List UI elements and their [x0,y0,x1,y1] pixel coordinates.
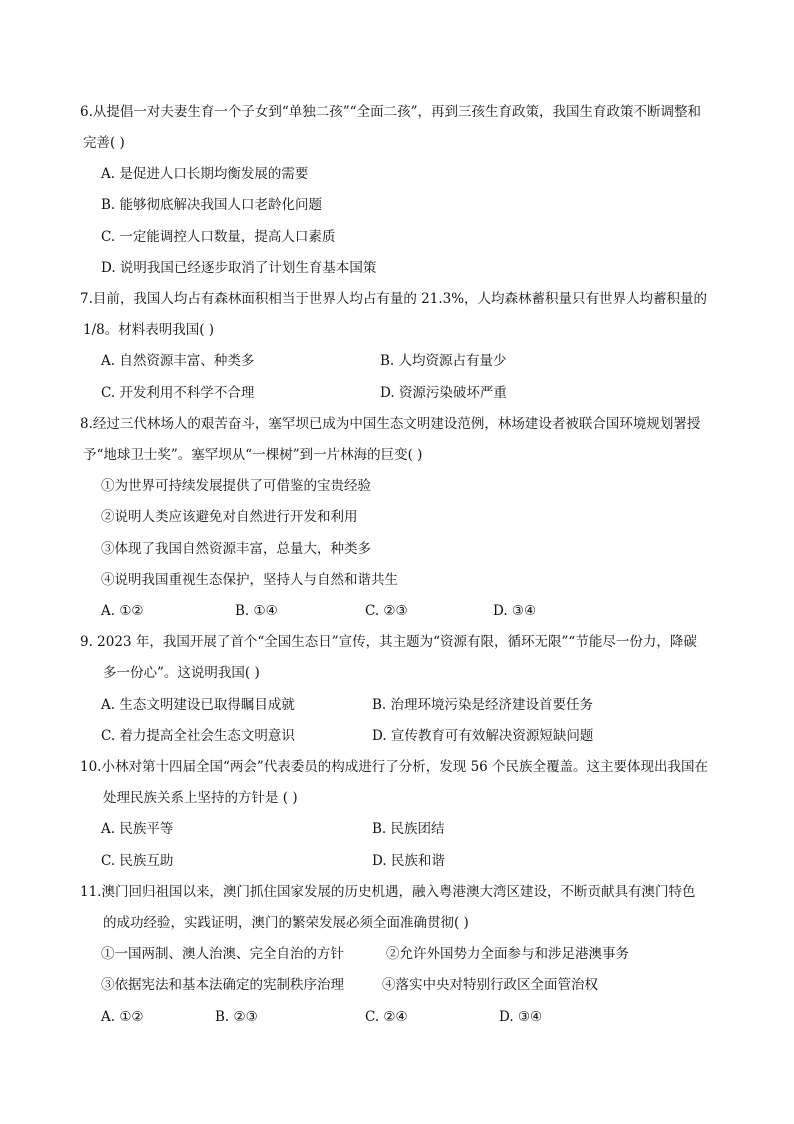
q11-option-a[interactable]: A. ①② [101,1009,144,1025]
q11-statement-2: ②允许外国势力全面参与和涉足港澳事务 [386,946,629,962]
q8-statement-4: ④说明我国重视生态保护，坚持人与自然和谐共生 [101,572,398,588]
q11-statement-4: ④落实中央对特别行政区全面管治权 [382,977,598,993]
q8-option-d[interactable]: D. ③④ [493,603,537,619]
q11-stem-line-2: 的成功经验，实践证明，澳门的繁荣发展必须全面准确贯彻( ) [103,915,469,931]
q11-stem-line-1: 11.澳门回归祖国以来，澳门抓住国家发展的历史机遇，融入粤港澳大湾区建设，不断贡献具有澳门特色 [80,884,696,900]
q10-stem-line-2: 处理民族关系上坚持的方针是 ( ) [103,790,298,806]
q6-stem-line-1: 6.从提倡一对夫妻生育一个子女到“单独二孩”“全面二孩”，再到三孩生育政策，我国生育政策不断调整和 [80,104,701,120]
q9-option-b[interactable]: B. 治理环境污染是经济建设首要任务 [372,697,594,713]
q8-option-c[interactable]: C. ②③ [365,603,408,619]
q6-option-a[interactable]: A. 是促进人口长期均衡发展的需要 [101,166,309,182]
q7-option-d[interactable]: D. 资源污染破坏严重 [380,385,507,401]
q11-statement-1: ①一国两制、澳人治澳、完全自治的方针 [101,946,344,962]
q8-statement-1: ①为世界可持续发展提供了可借鉴的宝贵经验 [101,478,371,494]
q7-stem-line-1: 7.目前，我国人均占有森林面积相当于世界人均占有量的 21.3%，人均森林蓄积量只有世界人均蓄积量的 [80,291,708,307]
q10-option-d[interactable]: D. 民族和谐 [372,853,445,869]
q8-option-a[interactable]: A. ①② [101,603,144,619]
q8-stem-line-2: 予“地球卫士奖”。塞罕坝从“一棵树”到一片林海的巨变( ) [83,447,423,463]
q11-option-d[interactable]: D. ③④ [499,1009,543,1025]
q10-option-b[interactable]: B. 民族团结 [372,821,445,837]
q9-option-d[interactable]: D. 宣传教育可有效解决资源短缺问题 [372,728,594,744]
q8-statement-2: ②说明人类应该避免对自然进行开发和利用 [101,509,358,525]
q11-statement-3: ③依据宪法和基本法确定的宪制秩序治理 [101,977,344,993]
q10-option-c[interactable]: C. 民族互助 [101,853,174,869]
q9-stem-line-1: 9. 2023 年，我国开展了首个“全国生态日”宣传，其主题为“资源有限，循环无限”“节能尽一份力，降碳 [80,634,697,650]
q7-option-a[interactable]: A. 自然资源丰富、种类多 [101,353,255,369]
q7-option-b[interactable]: B. 人均资源占有量少 [380,353,507,369]
q8-option-b[interactable]: B. ①④ [235,603,278,619]
q8-stem-line-1: 8.经过三代林场人的艰苦奋斗，塞罕坝已成为中国生态文明建设范例，林场建设者被联合国环境规划署授 [80,416,701,432]
q8-statement-3: ③体现了我国自然资源丰富，总量大，种类多 [101,541,371,557]
q10-stem-line-1: 10.小林对第十四届全国“两会”代表委员的构成进行了分析，发现 56 个民族全覆盖。这主要体现出我国在 [80,759,709,775]
q9-stem-line-2: 多一份心”。这说明我国( ) [103,665,260,681]
q6-stem-line-2: 完善( ) [83,135,125,151]
q10-option-a[interactable]: A. 民族平等 [101,821,174,837]
q6-option-d[interactable]: D. 说明我国已经逐步取消了计划生育基本国策 [101,260,377,276]
q11-option-b[interactable]: B. ②③ [215,1009,258,1025]
q9-option-a[interactable]: A. 生态文明建设已取得瞩目成就 [101,697,295,713]
q7-stem-line-2: 1/8。材料表明我国( ) [83,322,215,338]
q6-option-c[interactable]: C. 一定能调控人口数量，提高人口素质 [101,229,336,245]
q6-option-b[interactable]: B. 能够彻底解决我国人口老龄化问题 [101,197,323,213]
q7-option-c[interactable]: C. 开发利用不科学不合理 [101,385,255,401]
q11-option-c[interactable]: C. ②④ [365,1009,408,1025]
q9-option-c[interactable]: C. 着力提高全社会生态文明意识 [101,728,295,744]
